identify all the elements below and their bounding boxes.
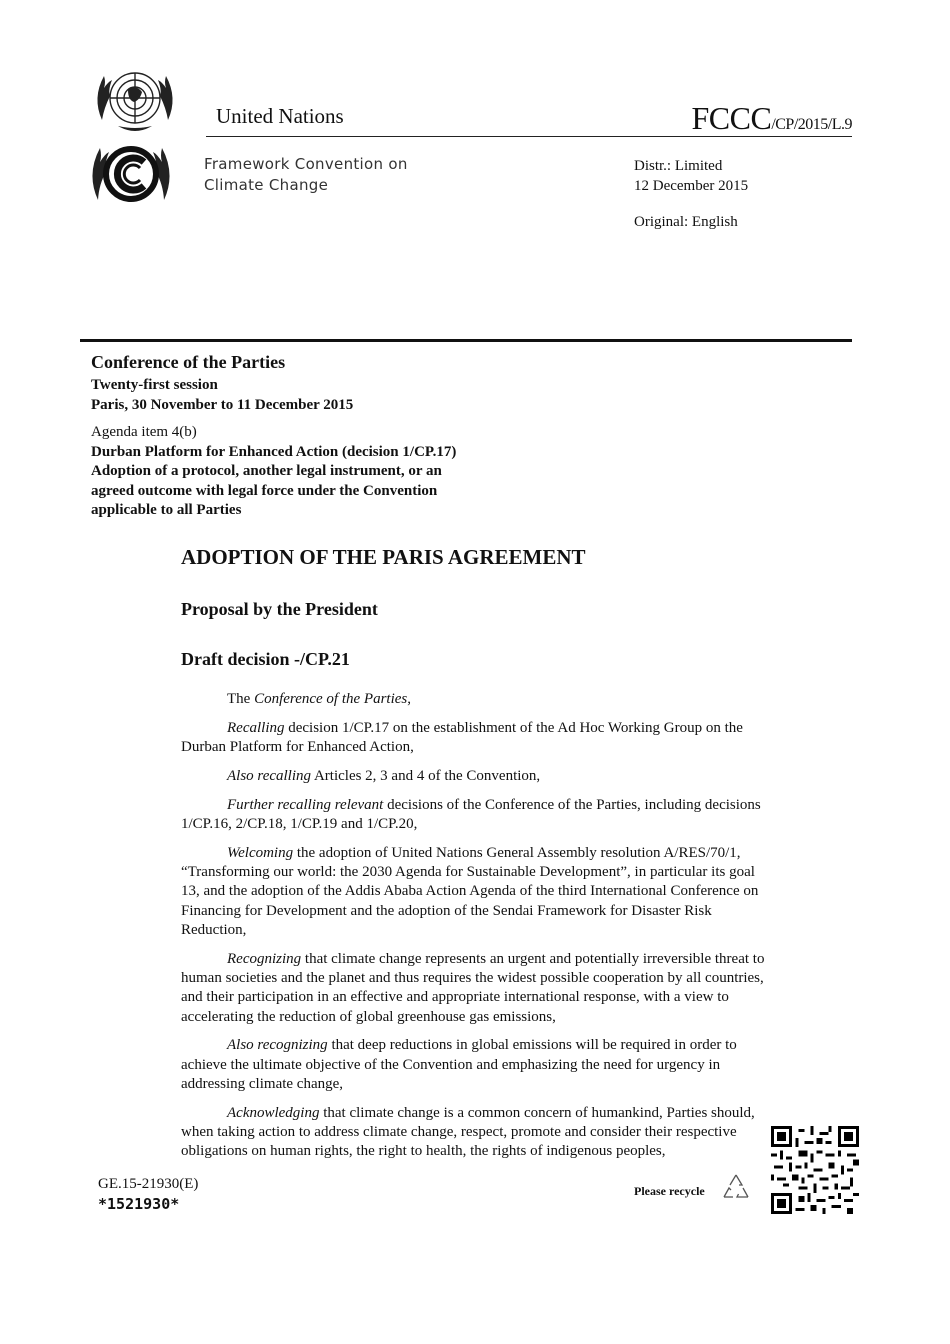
paragraph-text: , bbox=[407, 691, 411, 707]
agenda-title-2: Adoption of a protocol, another legal instrument, or an bbox=[91, 463, 442, 479]
barcode-text: *1521930* bbox=[98, 1195, 180, 1213]
recycle-text: Please recycle bbox=[634, 1184, 705, 1198]
distribution: Distr.: Limited bbox=[634, 158, 723, 174]
draft-decision-heading: Draft decision -/CP.21 bbox=[181, 649, 350, 669]
agenda-item: Agenda item 4(b) bbox=[91, 424, 197, 440]
paragraph-text: that climate change is a common concern of humankind, Parties should, when taking action to address climate change, respect, promote and consider their respective obligations on human rights, the right to health, the rights of indigenous peoples, bbox=[181, 1104, 755, 1160]
paragraph bbox=[181, 1036, 771, 1094]
paragraph-italic: Welcoming bbox=[227, 844, 294, 861]
recycle-icon bbox=[720, 1172, 752, 1202]
distribution-block bbox=[634, 156, 748, 196]
agenda-block bbox=[91, 423, 511, 521]
proposal-heading: Proposal by the President bbox=[181, 599, 378, 619]
agenda-title-1: Durban Platform for Enhanced Action (decision 1/CP.17) bbox=[91, 443, 457, 460]
agenda-title-4: applicable to all Parties bbox=[91, 502, 242, 518]
symbol-suffix: /CP/2015/L.9 bbox=[771, 116, 852, 133]
paragraph-text: Articles 2, 3 and 4 of the Convention, bbox=[311, 767, 541, 784]
qr-code-icon bbox=[771, 1126, 859, 1214]
agenda-title-3: agreed outcome with legal force under the Convention bbox=[91, 482, 438, 499]
unfccc-emblem-icon bbox=[88, 138, 174, 212]
convention-line-1: Framework Convention on bbox=[204, 155, 408, 173]
footer-ge bbox=[98, 1174, 198, 1214]
paragraph bbox=[181, 767, 771, 786]
paragraph-text: the adoption of United Nations General Assembly resolution A/RES/70/1, “Transforming our world: the 2030 Agenda for Sustainable Development”, in particular its goal 13, and the adoption of the Addis Ababa Action Agenda of the third International Conference on Financing for Development and the adoption of the Sendai Framework for Disaster Risk Reduction, bbox=[181, 844, 759, 938]
paragraph-italic: Also recalling bbox=[227, 767, 312, 784]
paragraph bbox=[181, 796, 771, 835]
paragraph-text: that deep reductions in global emissions will be required in order to achieve the ultimate objective of the Convention and emphasizing the need for urgency in addressing climate change, bbox=[181, 1037, 737, 1093]
ge-number: GE.15-21930(E) bbox=[98, 1176, 199, 1192]
paragraph bbox=[181, 950, 771, 1027]
paragraph-lead: The bbox=[227, 691, 255, 707]
paragraph bbox=[181, 719, 771, 758]
un-emblem-icon bbox=[88, 60, 182, 140]
issue-date: 12 December 2015 bbox=[634, 178, 749, 194]
document-title: ADOPTION OF THE PARIS AGREEMENT bbox=[181, 545, 586, 569]
convention-line-2: Climate Change bbox=[204, 176, 329, 194]
meeting-block bbox=[91, 352, 353, 415]
paragraph bbox=[181, 1104, 771, 1162]
organization-name: United Nations bbox=[216, 104, 344, 128]
paragraph-italic: Recognizing bbox=[227, 950, 302, 967]
convention-name bbox=[204, 154, 408, 196]
paragraph-text: decision 1/CP.17 on the establishment of the Ad Hoc Working Group on the Durban Platform for Enhanced Action, bbox=[181, 719, 743, 756]
paragraph bbox=[181, 844, 771, 940]
paragraph-italic: Recalling bbox=[227, 719, 285, 736]
paragraph-italic: Acknowledging bbox=[227, 1104, 320, 1121]
symbol-main: FCCC bbox=[691, 100, 772, 136]
paragraph-text: decisions of the Conference of the Parties, including decisions 1/CP.16, 2/CP.18, 1/CP.19 and 1/CP.20, bbox=[181, 796, 761, 832]
section-rule bbox=[80, 339, 852, 342]
meeting-session: Twenty-first session bbox=[91, 377, 218, 393]
paragraph-italic: Also recognizing bbox=[227, 1037, 328, 1054]
paragraph-italic: Further recalling relevant bbox=[227, 796, 384, 813]
original-language: Original: English bbox=[634, 214, 738, 230]
paragraph-italic: Conference of the Parties bbox=[254, 691, 408, 707]
preamble bbox=[181, 690, 771, 1171]
meeting-place-dates: Paris, 30 November to 11 December 2015 bbox=[91, 397, 354, 413]
meeting-body: Conference of the Parties bbox=[91, 352, 286, 372]
paragraph bbox=[181, 690, 771, 709]
document-symbol bbox=[691, 100, 852, 137]
header-rule bbox=[206, 136, 852, 137]
paragraph-text: that climate change represents an urgent and potentially irreversible threat to human societies and the planet and thus requires the widest possible cooperation by all countries, and their participation in an effective and appropriate international response, with a view to accelerating the reduction of global greenhouse gas emissions, bbox=[181, 950, 765, 1025]
